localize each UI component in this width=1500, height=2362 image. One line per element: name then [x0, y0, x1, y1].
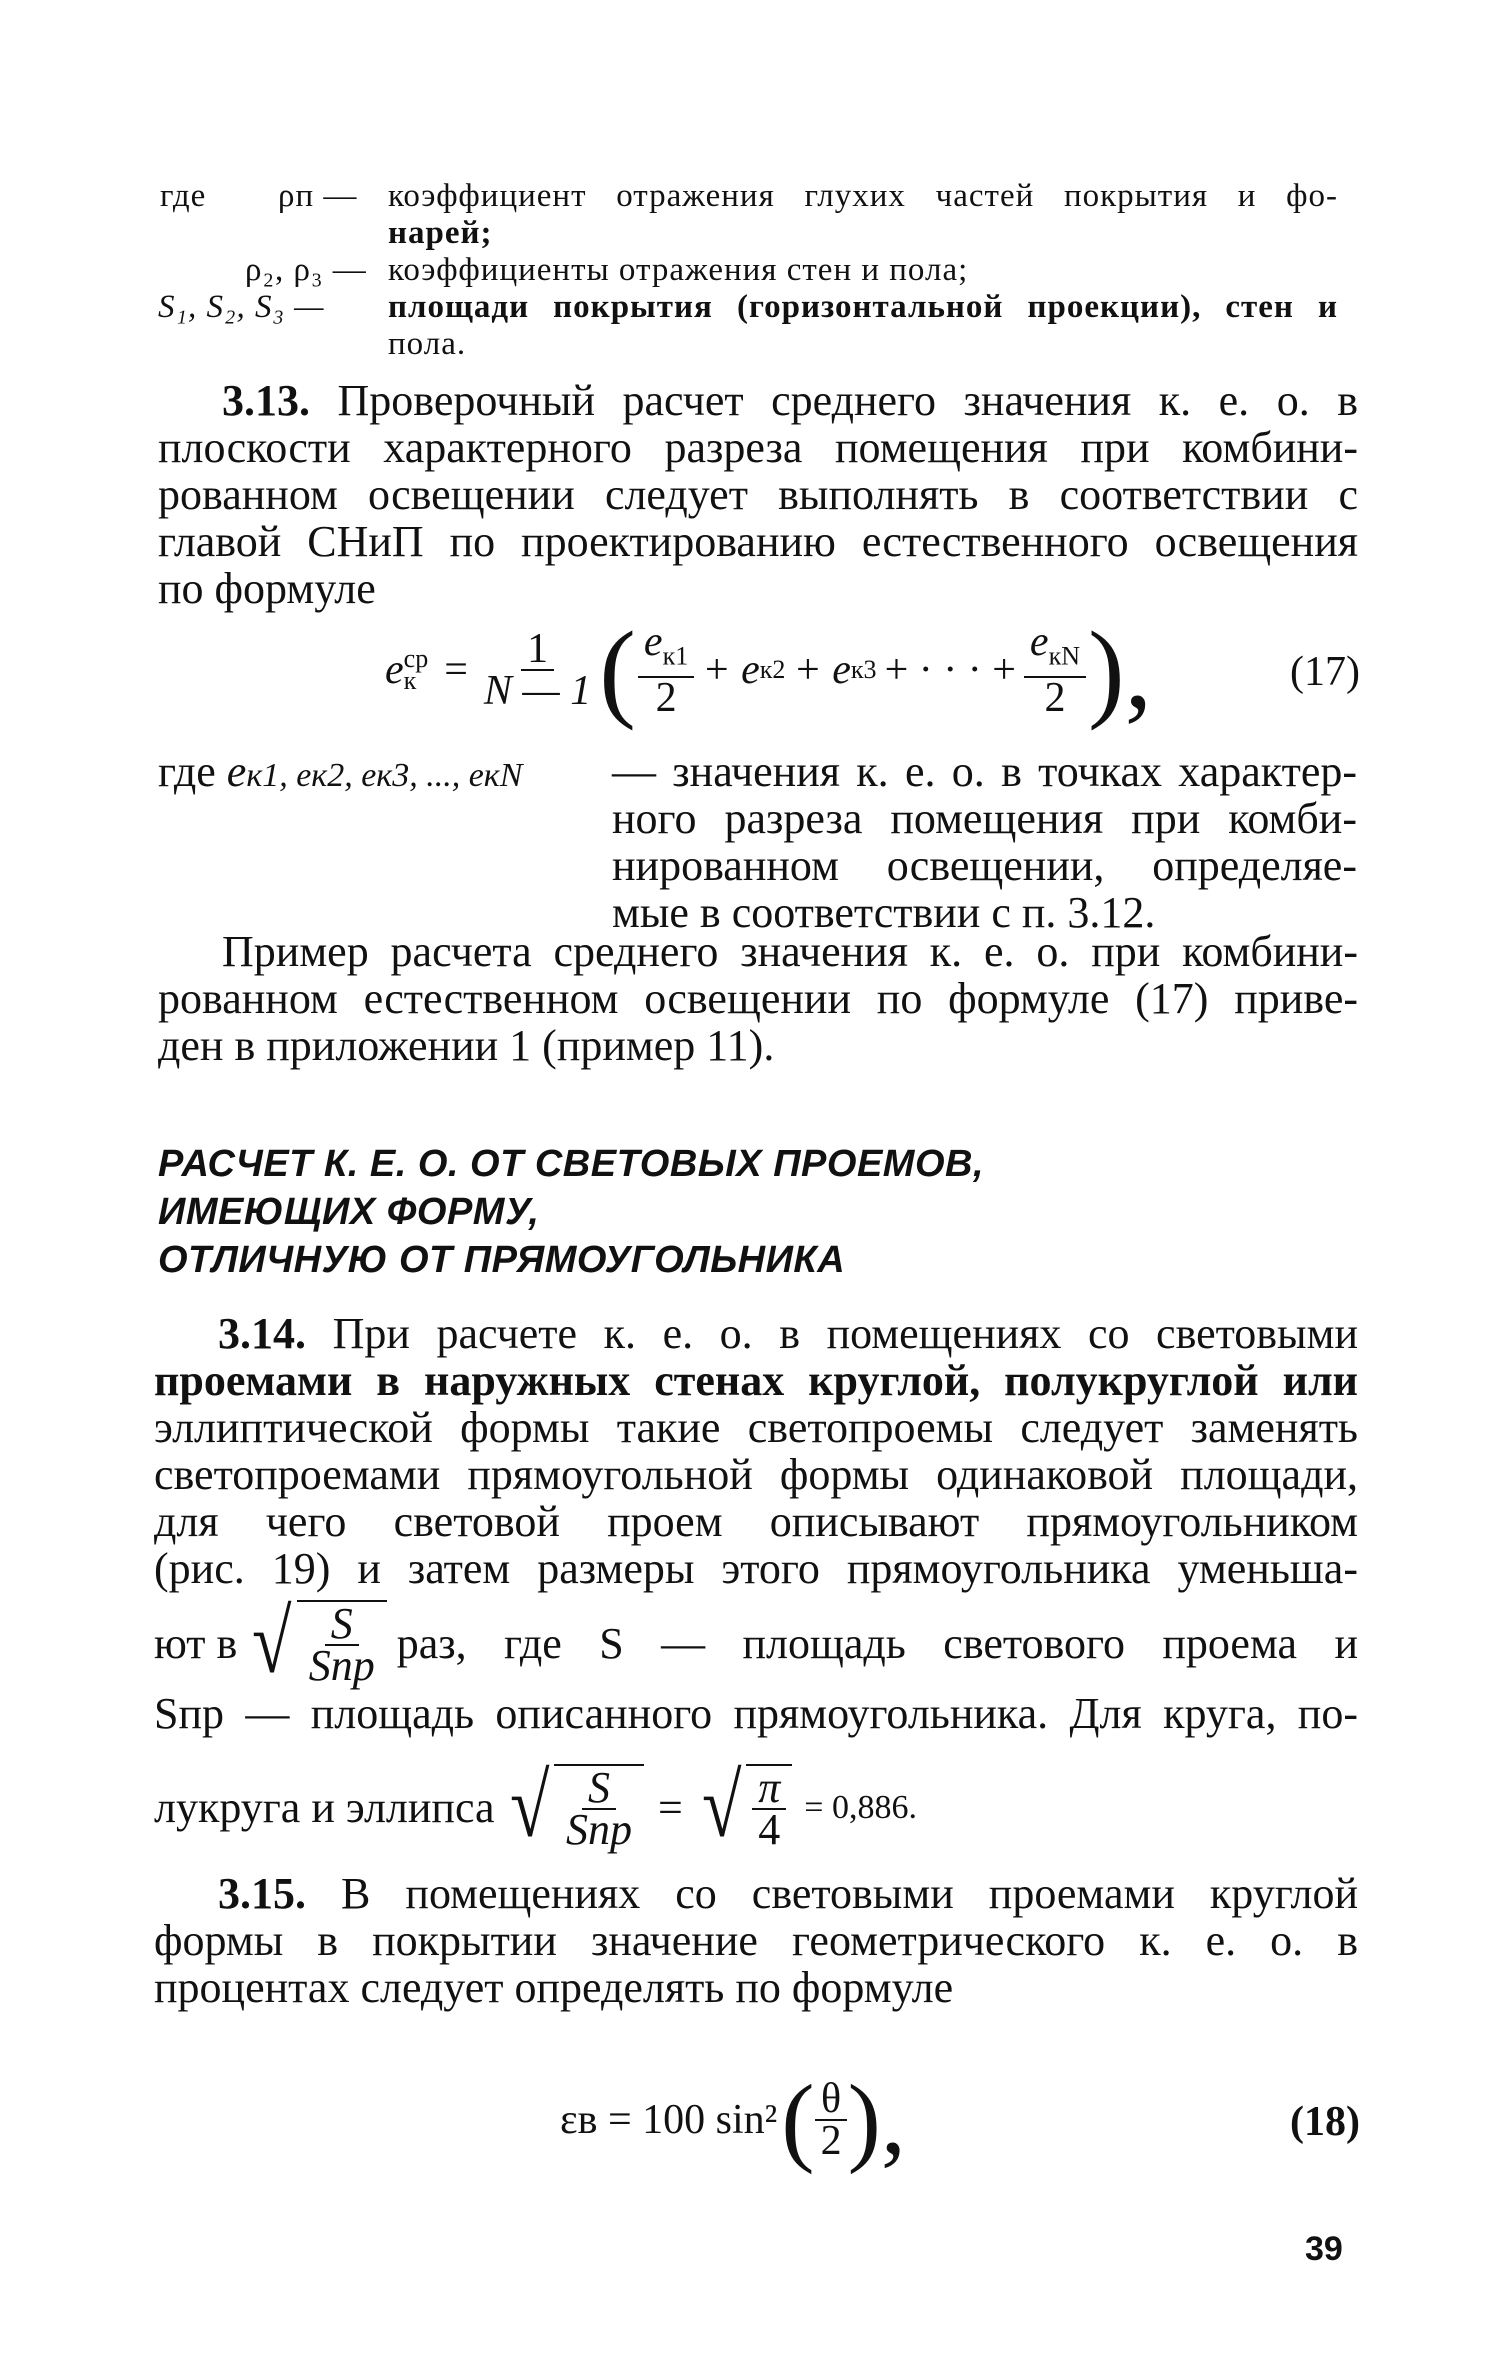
s313-line-1: 3.13. Проверочный расчет среднего значения к. е. о. в [222, 376, 1359, 425]
s314-line-8: Sпр — площадь описанного прямоугольника. Для круга, по- [154, 1689, 1358, 1738]
sqrt-pi-over-4: √ $\frac{\pi}{4}$ [697, 1764, 792, 1850]
where-17-text: — значения к. е. о. в точках характер- ного разреза помещения при комби- нированном освещении, определяе- мые в соответствии с п. 3.12. [612, 747, 1357, 937]
rho-23-symbol: ρ₂, ρ₃ — [245, 252, 367, 288]
rho-n-symbol: ρп — [278, 178, 358, 214]
s313-number: 3.13. [222, 376, 310, 425]
example-paragraph: Пример расчета среднего значения к. е. о. при комбини- рованном естественном освещении по формуле (17) приве- ден в приложении 1 (пример 11). [158, 927, 1358, 1070]
fraction-theta-over-2: $\frac{\theta}{2}$ [815, 2079, 848, 2161]
s313-line-4: главой СНиП по проектированию естественного освещения [158, 517, 1358, 566]
section-heading: РАСЧЕТ К. Е. О. ОТ СВЕТОВЫХ ПРОЕМОВ, ИМЕЮЩИХ ФОРМУ, ОТЛИЧНУЮ ОТ ПРЯМОУГОЛЬНИКА [158, 1143, 985, 1281]
formula-17: e ср к = $\frac{1}{N — 1}$ ( $\frac{e_{к1}}{2}$ + e к2 + e к3 + · · · + $\frac{e_{кN}}{2}$ ), [385, 609, 1153, 731]
s314-line-1: 3.14. При расчете к. е. о. в помещениях со световыми [218, 1309, 1359, 1358]
s314-line-9: лукруга и эллипса √ $\frac{S}{\text{Sпр}}$ = √ $\frac{\pi}{4}$ = 0,886. [154, 1757, 917, 1856]
rho-n-text-cont: нарей; [388, 215, 493, 251]
rho-n-text: коэффициент отражения глухих частей покрытия и фо- [388, 178, 1338, 214]
sqrt-s-over-spr-2: √ $\frac{S}{\text{Sпр}}$ [505, 1764, 644, 1850]
formula-18: εв = 100 sin² ( $\frac{\theta}{2}$ ), [560, 2064, 906, 2175]
definitions-where: где [160, 178, 207, 214]
fraction-ek1: $\frac{e_{к1}}{2}$ [638, 622, 694, 718]
section-3-13 [158, 377, 1358, 612]
section-3-14: 3.14. При расчете к. е. о. в помещениях со световыми проемами в наружных стенах круглой, полукруглой или эллиптической формы такие светопроемы следует заменять светопроемами прямоугольной формы одинаковой площади, для чего световой проем описывают прямоугольником (рис. 19) и затем размеры этого прямоугольника уменьша- [154, 1309, 1359, 1593]
equation-number-18: (18) [1290, 2099, 1360, 2145]
page-number: 39 [1305, 2230, 1343, 2268]
section-3-15: 3.15. В помещениях со световыми проемами круглой формы в покрытии значение геометрического к. е. о. в процентах следует определять по формуле [154, 1869, 1359, 2012]
s313-line-2: плоскости характерного разреза помещения при комбини- [158, 423, 1358, 472]
sqrt-s-over-spr: √ $\frac{S}{\text{Sпр}}$ [247, 1600, 386, 1686]
fraction-ekn: $\frac{e_{кN}}{2}$ [1024, 622, 1086, 718]
s-symbol: S₁, S₂, S₃ — [158, 289, 325, 325]
equation-number-17: (17) [1290, 649, 1360, 695]
fraction-1-over-n: $\frac{1}{N — 1}$ [483, 626, 592, 714]
s313-line-3: рованном освещении следует выполнять в соответствии с [158, 470, 1358, 519]
where-17-lead: где eк1, eк2, eк3, ..., eкN [158, 747, 523, 796]
s313-line-5: по формуле [158, 564, 376, 613]
s314-line-7: ют в √ $\frac{S}{\text{Sпр}}$ раз, где S — площадь светового проема и [154, 1593, 1358, 1692]
rho-23-text: коэффициенты отражения стен и пола; [388, 252, 969, 288]
s-text: площади покрытия (горизонтальной проекции), стен и [388, 289, 1338, 325]
s-text-cont: пола. [388, 326, 467, 362]
